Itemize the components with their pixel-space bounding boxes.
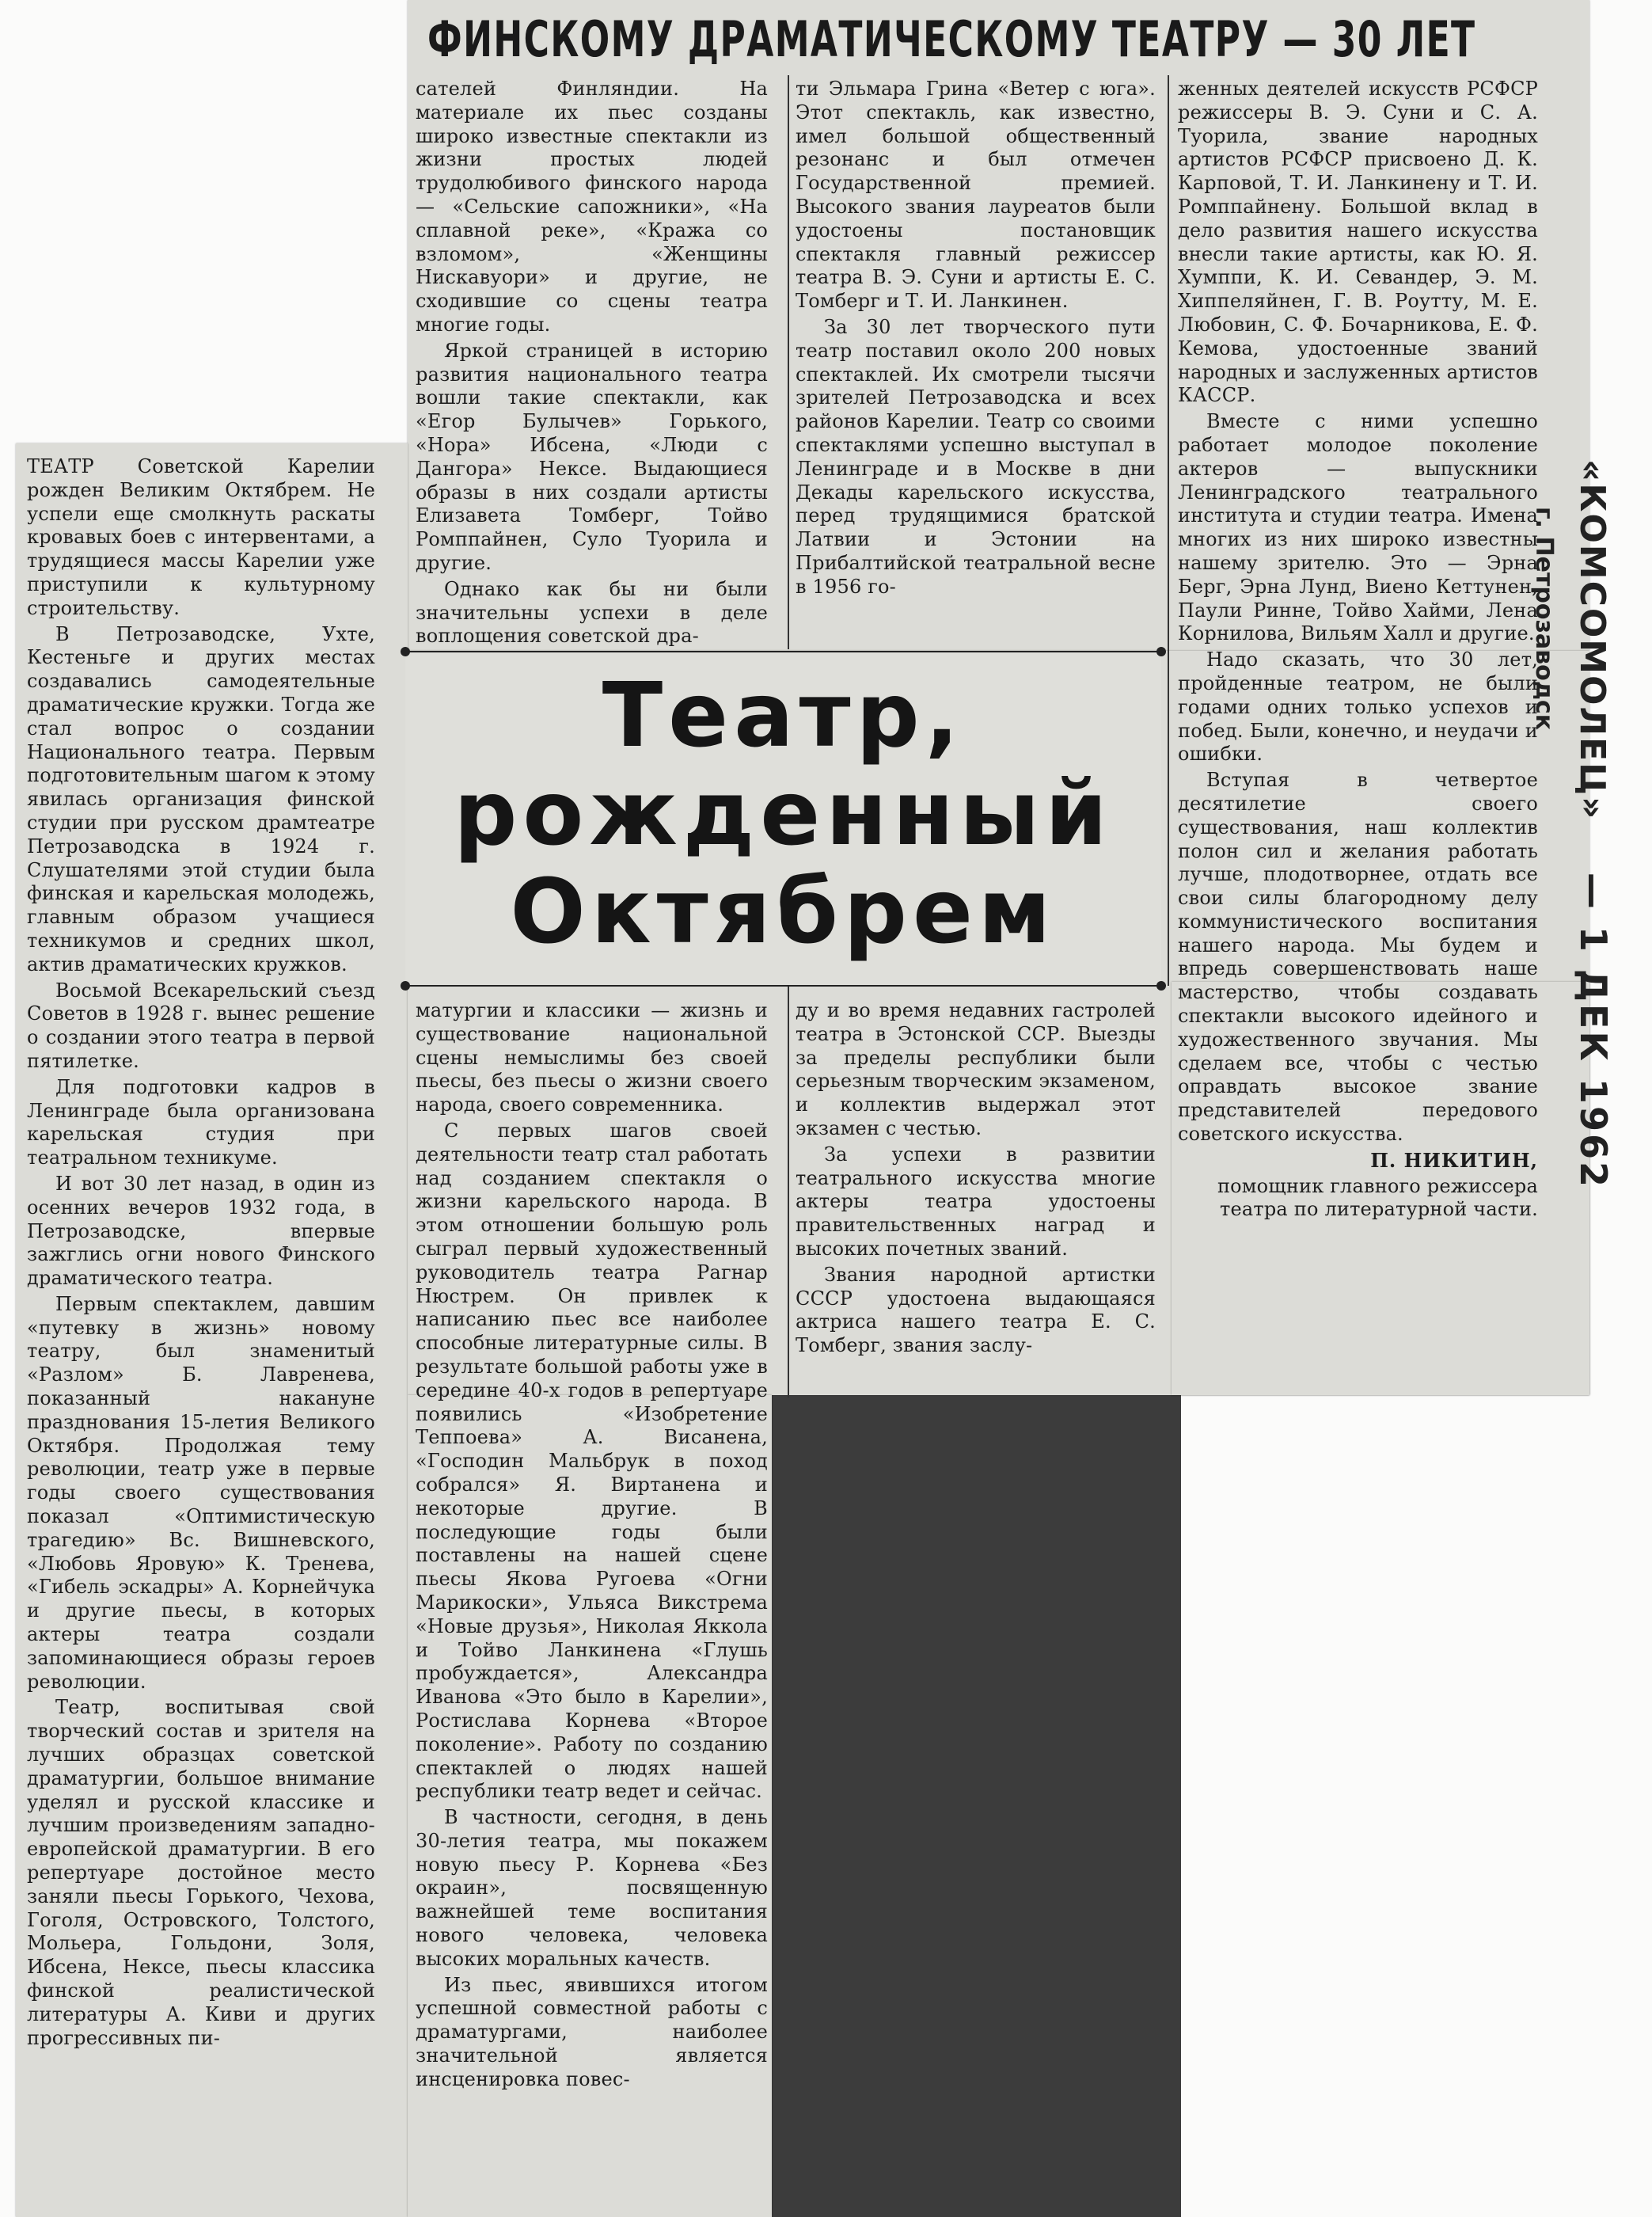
article-column-3-top: [796, 78, 1156, 648]
paragraph: Звания народной артистки СССР удостоена выдающаяся актриса нашего театра Е. С. Томберг, звания заслу-: [796, 1263, 1156, 1357]
paragraph: Надо сказать, что 30 лет, пройденные театром, не были годами одних только успехов и побед. Были, конечно, и неудачи и ошибки.: [1178, 648, 1538, 766]
paragraph: Вместе с ними успешно работает молодое поколение актеров — выпускники Ленинградского театрального института и студии театра. Имена многих из них широко известны нашему зрителю. Это — Эрна Берг, Эрна Лунд, Виено Кеттунен, Паули Ринне, Тойво Хайми, Лена Корнилова, Вильям Халл и другие.: [1178, 410, 1538, 645]
paragraph: В частности, сегодня, в день 30-летия театра, мы покажем новую пьесу Р. Корнева «Без окраин», посвященную важнейшей теме воспитания нового человека, человека высоких моральных качеств.: [416, 1806, 768, 1970]
corner-dot: [1156, 981, 1166, 991]
article-column-1: [27, 455, 375, 2217]
background-region-center: [772, 1394, 1172, 2217]
article-column-4: [1178, 78, 1538, 1396]
column-divider: [788, 75, 789, 649]
paragraph: Первым спектаклем, давшим «путевку в жизнь» новому театру, был знаменитый «Разлом» Б. Лавренева, показанный накануне празднования 15-летия Великого Октября. Продолжая тему революции, театр уже в первые годы своего существования показал «Оптимистическую трагедию» Вс. Вишневского, «Любовь Яровую» К. Тренева, «Гибель эскадры» А. Корнейчука и другие пьесы, в которых актеры театра создали запоминающиеся образы героев революции.: [27, 1292, 375, 1693]
corner-dot: [401, 981, 410, 991]
title-line: Театр,: [602, 664, 965, 767]
paragraph: матургии и классики — жизнь и существование национальной сцены немыслимы без своей пьесы, без пьесы о жизни своего народа, своего современника.: [416, 999, 768, 1116]
paragraph: Восьмой Всекарельский съезд Советов в 1928 г. вынес решение о создании этого театра в первой пятилетке.: [27, 979, 375, 1072]
corner-dot: [1156, 647, 1166, 656]
paragraph: С первых шагов своей деятельности театр стал работать над созданием спектакля о жизни карельского народа. В этом отношении большую роль сыграл первый художественный руководитель театра Рагнар Нюстрем. Он привлек к написанию пьес все наиболее способные литературные силы. В результате большой работы уже в середине 40-х годов в репертуаре появились «Изобретение Теппоева» А. Висанена, «Господин Мальбрук в поход собрался» Я. Виртанена и некоторые другие. В последующие годы были поставлены на нашей сцене пьесы Якова Ругоева «Огни Марикоски», Ульяса Викстрема «Новые друзья», Николая Яккола и Тойво Ланкинена «Глушь пробуждается», Александра Иванова «Это было в Карелии», Ростислава Корнева «Второе поколение». Работу по созданию спектаклей о людях нашей республики театр ведет и сейчас.: [416, 1119, 768, 1803]
paragraph: За 30 лет творческого пути театр поставил около 200 новых спектаклей. Их смотрели тысячи зрителей Петрозаводска и всех районов Карелии. Театр со своими спектаклями успешно выступал в Ленинграде и в Москве в дни Декады карельского искусства, перед трудящимися братской Латвии и Эстонии на Прибалтийской театральной весне в 1956 го-: [796, 315, 1156, 598]
background-region-right: [1172, 1394, 1181, 2217]
column-divider: [788, 986, 789, 1398]
paragraph: женных деятелей искусств РСФСР режиссеры В. Э. Суни и С. А. Туорила, звание народных артистов РСФСР присвоено Д. К. Карповой, Т. И. Ланкинену и Т. И. Ромппайнену. Большой вклад в дело развития нашего искусства внесли такие артисты, как Ю. Я. Хумппи, К. И. Севандер, Э. М. Хиппеляйнен, Г. В. Роутту, М. Е. Любовин, С. Ф. Бочарникова, Е. Ф. Кемова, удостоенные званий народных и заслуженных артистов КАССР.: [1178, 78, 1538, 407]
paragraph: ти Эльмара Грина «Ветер с юга». Этот спектакль, как известно, имел большой общественный резонанс и был отмечен Государственной премией. Высокого звания лауреатов были удостоены постановщик спектакля главный режиссер театра В. Э. Суни и артисты Е. С. Томберг и Т. И. Ланкинен.: [796, 78, 1156, 313]
paragraph: Однако как бы ни были значительны успехи в деле воплощения советской дра-: [416, 577, 768, 648]
stamp-newspaper-name: «КОМСОМОЛЕЦ»: [1572, 459, 1612, 821]
title-line: Октябрем: [510, 861, 1057, 964]
paragraph: ТЕАТР Советской Карелии рожден Великим Октябрем. Не успели еще смолкнуть раскаты кровавых боев с интервентами, а трудящиеся массы Карелии уже приступили к культурному строительству.: [27, 455, 375, 619]
paragraph: Для подготовки кадров в Ленинграде была организована карельская студия при театральном техникуме.: [27, 1075, 375, 1169]
paragraph: Яркой страницей в историю развития национального театра вошли такие спектакли, как «Егор Булычев» Горького, «Нора» Ибсена, «Люди с Дангора» Нексе. Выдающиеся образы в них создали артисты Елизавета Томберг, Тойво Ромппайнен, Суло Туорила и другие.: [416, 339, 768, 574]
article-title: [405, 664, 1161, 964]
stamp-city: г. Петрозаводск: [1530, 507, 1558, 731]
paragraph: В Петрозаводске, Ухте, Кестеньге и других местах создавались самодеятельные драматические кружки. Тогда же стал вопрос о создании Национального театра. Первым подготовительным шагом к этому явилась организация финской студии при русском драмтеатре Петрозаводска в 1924 г. Слушателями этой студии была финская и карельская молодежь, главным образом учащиеся техникумов и средних школ, актив драматических кружков.: [27, 622, 375, 975]
article-column-2-top: [416, 78, 768, 648]
paragraph: сателей Финляндии. На материале их пьес созданы широко известные спектакли из жизни простых людей трудолюбивого финского народа — «Сельские сапожники», «На сплавной реке», «Кража со взломом», «Женщины Нискавуори» и другие, не сходившие со сцены театра многие годы.: [416, 78, 768, 336]
newspaper-stamp: [1572, 459, 1615, 1189]
column-divider: [1168, 75, 1169, 986]
paragraph: За успехи в развитии театрального искусства многие актеры театра удостоены правительственных наград и высоких почетных званий.: [796, 1143, 1156, 1260]
paragraph: Вступая в четвертое десятилетие своего существования, наш коллектив полон сил и желания работать лучше, плодотворнее, отдать все свои силы благородному делу коммунистического воспитания нашего народа. Мы будем и впредь совершенствовать наше мастерство, чтобы создавать спектакли высокого идейного и художественного звучания. Мы сделаем все, чтобы с честью оправдать высокое звание представителей передового советского искусства.: [1178, 769, 1538, 1146]
stamp-date: — 1 ДЕК 1962: [1572, 872, 1615, 1189]
paragraph: И вот 30 лет назад, в один из осенних вечеров 1932 года, в Петрозаводске, впервые зажглись огни нового Финского драматического театра.: [27, 1172, 375, 1290]
signature-name: П. НИКИТИН,: [1370, 1148, 1538, 1172]
article-title-box: [405, 651, 1161, 987]
signature-role: помощник главного режиссера театра по литературной части.: [1217, 1174, 1538, 1221]
paragraph: Из пьес, явившихся итогом успешной совместной работы с драматургами, наиболее значительной является инсценировка повес-: [416, 1973, 768, 2090]
paragraph: ду и во время недавних гастролей театра в Эстонской ССР. Выезды за пределы республики были серьезным творческим экзаменом, и коллектив выдержал этот экзамен с честью.: [796, 999, 1156, 1139]
article-column-3-bottom: [796, 999, 1156, 1391]
article-headline: ФИНСКОМУ ДРАМАТИЧЕСКОМУ ТЕАТРУ — 30 ЛЕТ: [427, 10, 1476, 68]
paragraph: Театр, воспитывая свой творческий состав и зрителя на лучших образцах советской драматургии, большое внимание уделял и русской классике и лучшим произведениям западно-европейской драматургии. В его репертуаре достойное место заняли пьесы Горького, Чехова, Гоголя, Островского, Толстого, Мольера, Гольдони, Золя, Ибсена, Нексе, пьесы классика финской реалистической литературы А. Киви и других прогрессивных пи-: [27, 1696, 375, 2049]
article-column-2-bottom: [416, 999, 768, 2217]
title-line: рожденный: [454, 762, 1113, 865]
corner-dot: [401, 647, 410, 656]
